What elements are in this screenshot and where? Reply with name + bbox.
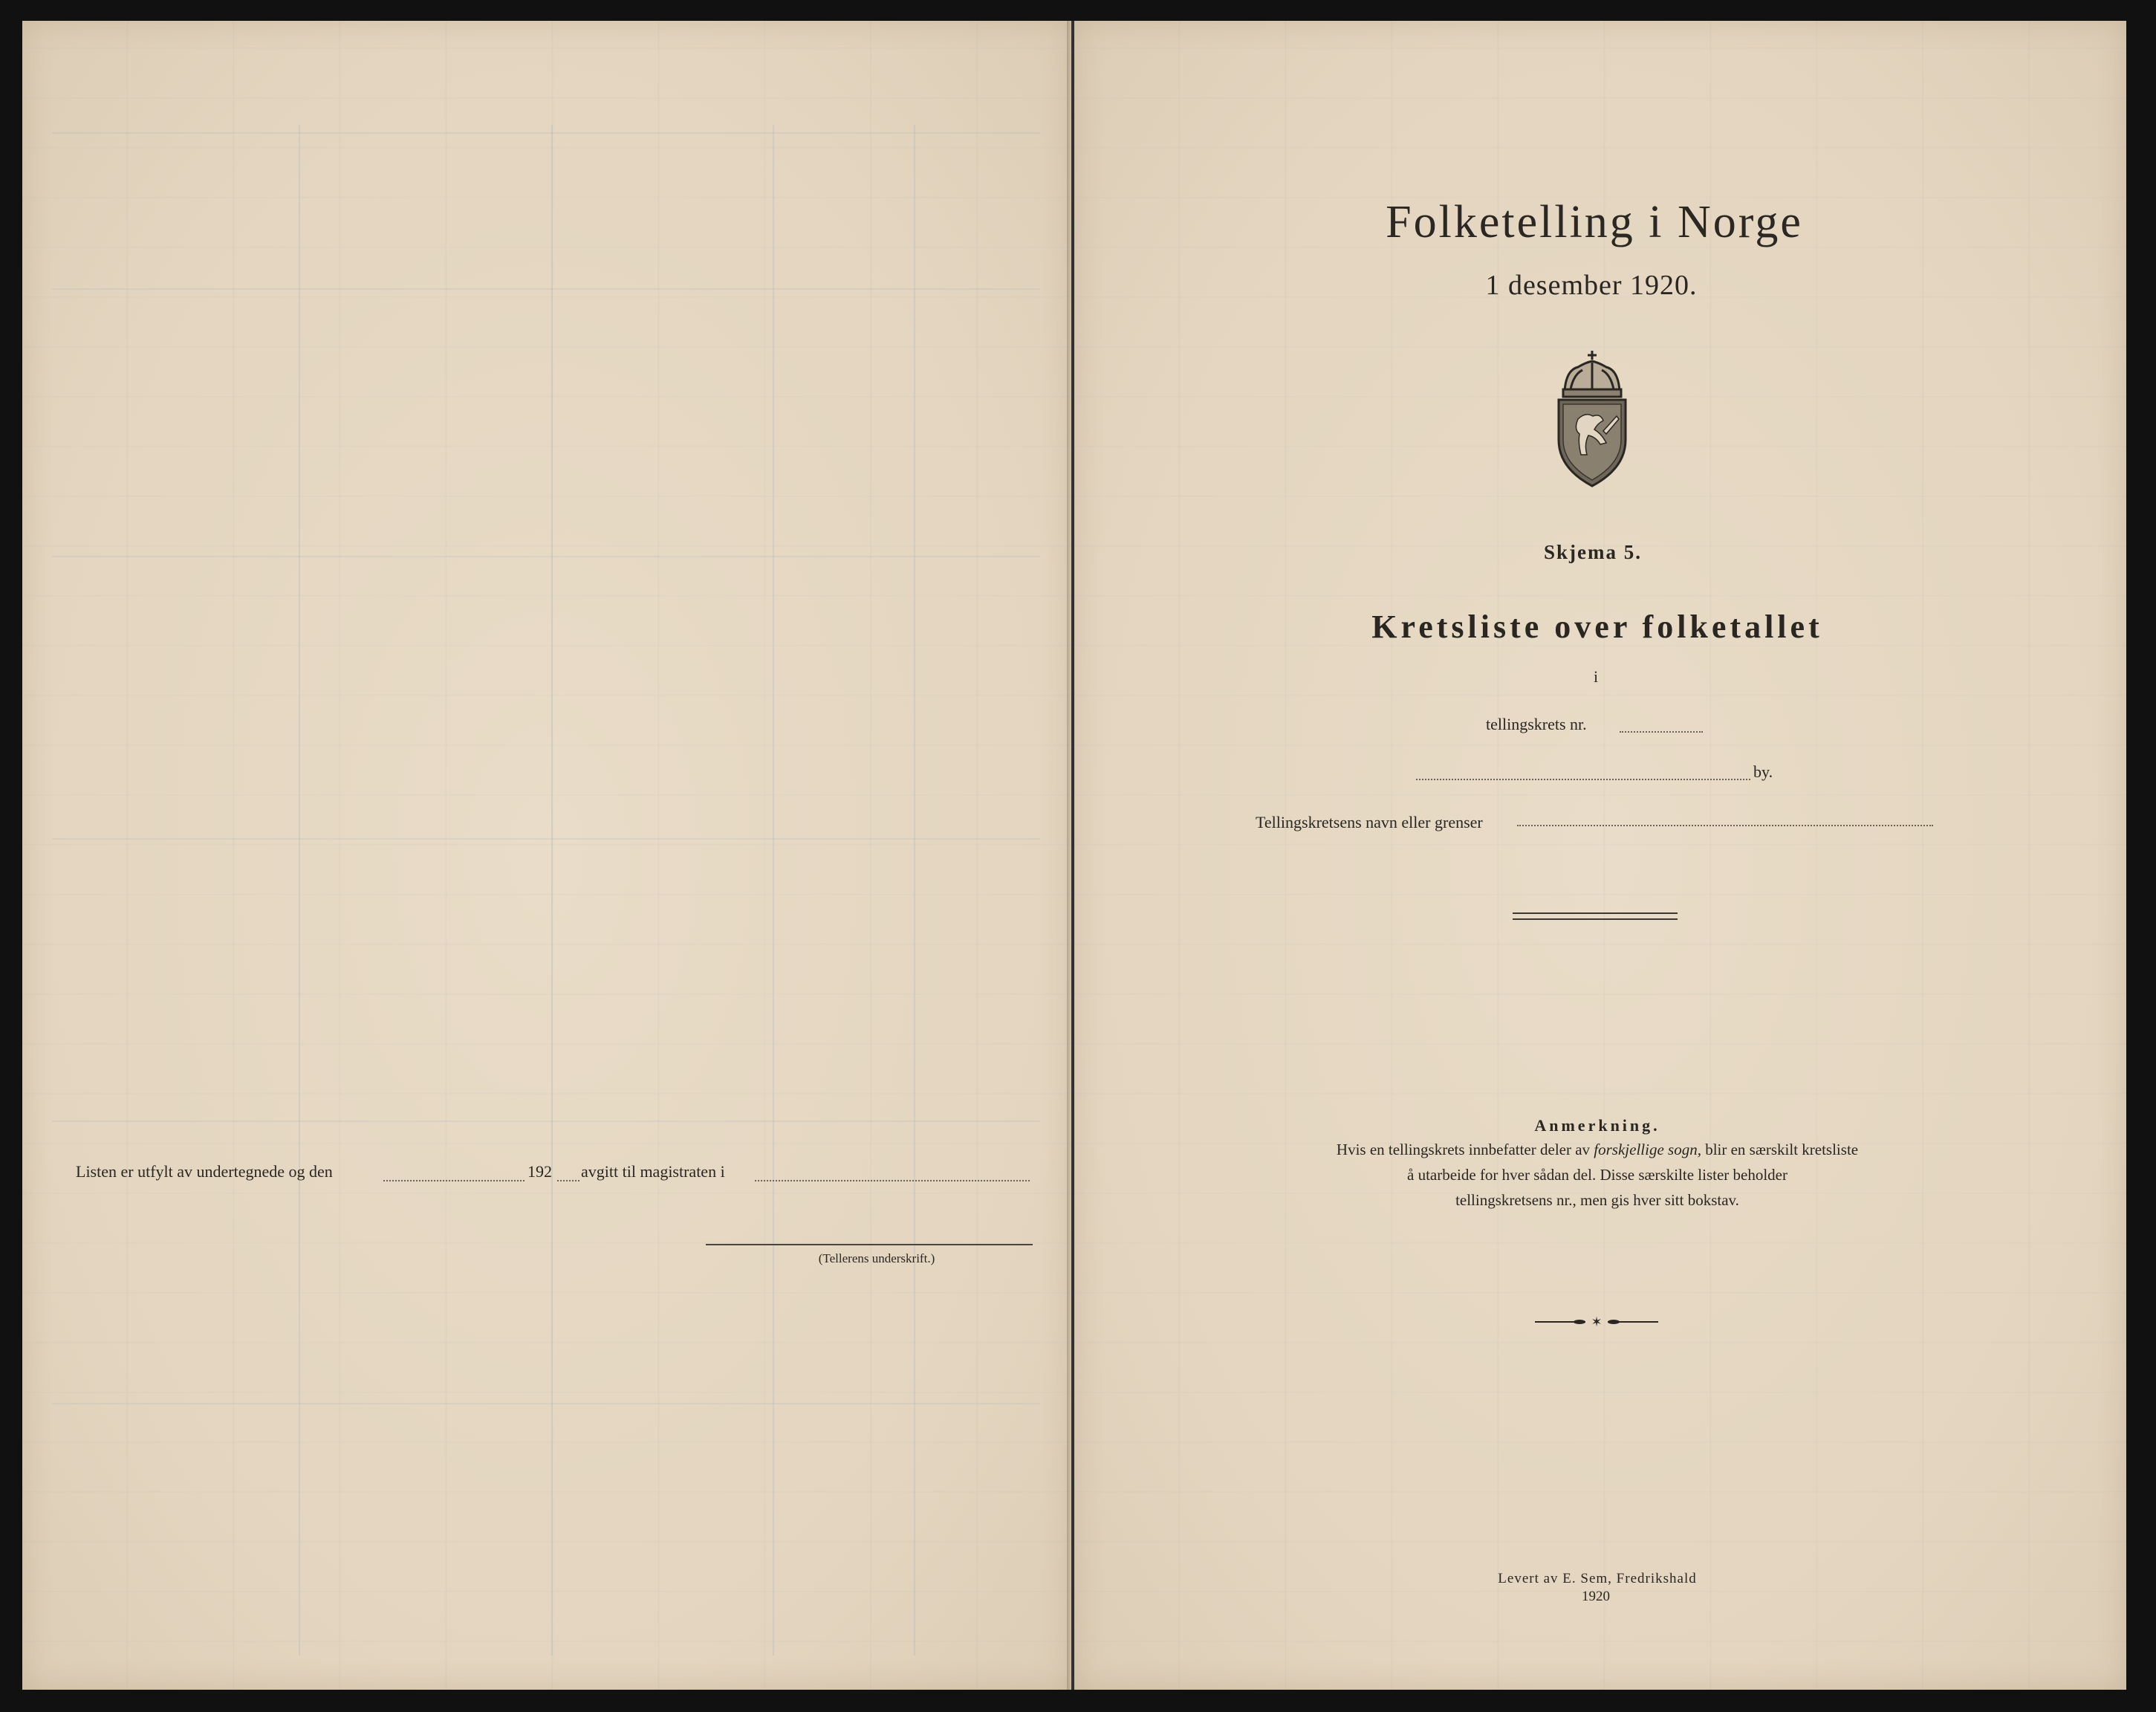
note-line-1-a: Hvis en tellingskrets innbefatter deler av bbox=[1336, 1141, 1594, 1158]
printer-credit: Levert av E. Sem, Fredrikshald bbox=[1498, 1571, 1697, 1586]
left-page bbox=[22, 21, 1071, 1690]
in-word: i bbox=[1593, 667, 1599, 686]
ghost-column-rule bbox=[551, 125, 553, 1656]
svg-text:✶: ✶ bbox=[1591, 1314, 1603, 1330]
printer-year: 1920 bbox=[1582, 1589, 1610, 1604]
ghost-row-rule bbox=[52, 556, 1040, 557]
star-ornament-icon bbox=[1533, 1311, 1660, 1333]
signature-line-middle: avgitt til magistraten i bbox=[581, 1162, 725, 1181]
magistrate-blank[interactable] bbox=[755, 1180, 1030, 1181]
signature-line-prefix: Listen er utfylt av undertegnede og den bbox=[76, 1162, 333, 1181]
signature-year-prefix: 192 bbox=[527, 1162, 552, 1181]
ghost-row-rule bbox=[52, 288, 1040, 290]
signature-rule[interactable] bbox=[706, 1244, 1033, 1245]
note-heading: Anmerkning. bbox=[1534, 1116, 1660, 1135]
ghost-column-rule bbox=[773, 125, 774, 1656]
date-blank[interactable] bbox=[383, 1180, 525, 1181]
ghost-row-rule bbox=[52, 1121, 1040, 1122]
form-subtitle: Kretsliste over folketallet bbox=[1371, 609, 1823, 645]
page-title: Folketelling i Norge bbox=[1386, 197, 1803, 247]
note-line-2: å utarbeide for hver sådan del. Disse særskilte lister beholder bbox=[1406, 1166, 1788, 1184]
ghost-column-rule bbox=[914, 125, 915, 1656]
district-nr-label: tellingskrets nr. bbox=[1486, 715, 1587, 733]
norwegian-coat-of-arms-icon bbox=[1548, 348, 1636, 489]
ghost-column-rule bbox=[299, 125, 300, 1656]
note-line-1-b: blir en særskilt kretsliste bbox=[1701, 1141, 1859, 1158]
signature-caption: (Tellerens underskrift.) bbox=[818, 1251, 935, 1265]
ghost-row-rule bbox=[52, 132, 1040, 134]
census-date: 1 desember 1920. bbox=[1485, 270, 1698, 301]
district-name-field[interactable] bbox=[1517, 825, 1933, 826]
note-line-1-emphasis: forskjellige sogn, bbox=[1594, 1141, 1701, 1158]
city-suffix: by. bbox=[1753, 762, 1773, 781]
schema-number: Skjema 5. bbox=[1544, 541, 1642, 563]
note-line-3: tellingskretsens nr., men gis hver sitt bokstav. bbox=[1455, 1191, 1739, 1209]
city-name-field[interactable] bbox=[1416, 779, 1750, 780]
district-name-label: Tellingskretsens navn eller grenser bbox=[1256, 813, 1483, 831]
ghost-row-rule bbox=[52, 838, 1040, 840]
note-line-1 bbox=[1337, 1137, 1858, 1162]
year-blank[interactable] bbox=[557, 1180, 579, 1181]
district-nr-field[interactable] bbox=[1620, 731, 1703, 733]
right-page bbox=[1074, 21, 2126, 1690]
double-rule-divider bbox=[1513, 912, 1678, 920]
ghost-row-rule bbox=[52, 1403, 1040, 1404]
